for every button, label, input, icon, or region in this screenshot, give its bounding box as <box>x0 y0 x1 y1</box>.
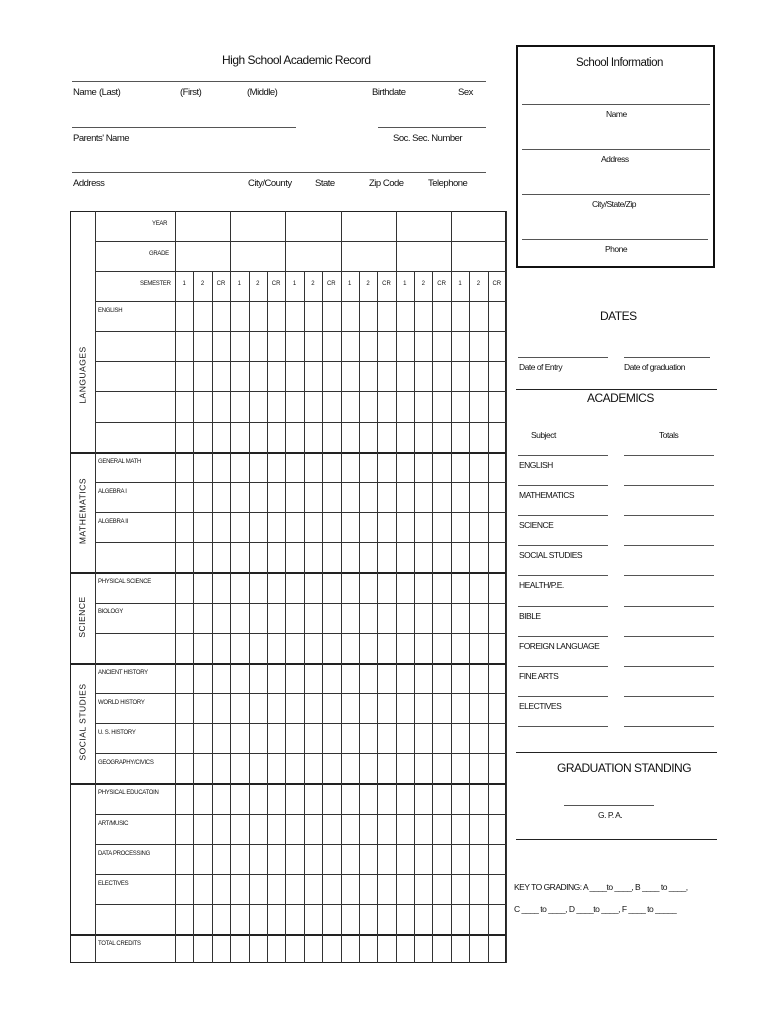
column-line <box>414 271 415 963</box>
course-row-label: ALGEBRA I <box>98 489 127 495</box>
category-divider <box>95 211 96 963</box>
row-line <box>95 844 506 845</box>
subject-line <box>518 726 608 727</box>
row-line <box>95 693 506 694</box>
totals-field[interactable] <box>624 606 714 607</box>
birthdate-label: Birthdate <box>372 87 406 98</box>
column-line <box>396 211 397 963</box>
semester-col-label: 1 <box>348 281 352 287</box>
row-line <box>95 633 506 634</box>
entry-date-label: Date of Entry <box>519 362 563 372</box>
graduation-title: GRADUATION STANDING <box>557 761 692 775</box>
group-separator <box>70 572 506 574</box>
ssn-label: Soc. Sec. Number <box>393 133 463 144</box>
totals-field[interactable] <box>624 636 714 637</box>
course-row-label: ALGEBRA II <box>98 519 129 525</box>
totals-field[interactable] <box>624 726 714 727</box>
semester-col-label: CR <box>437 281 446 287</box>
semester-label: SEMESTER <box>140 281 171 287</box>
academic-subject-label: MATHEMATICS <box>519 490 575 500</box>
column-line <box>304 271 305 963</box>
column-line <box>322 271 323 963</box>
header-row-line <box>95 271 506 272</box>
semester-col-label: 1 <box>237 281 242 287</box>
category-label-mathematics: MATHEMATICS <box>77 478 88 545</box>
row-line <box>95 753 506 754</box>
course-row-label: WORLD HISTORY <box>98 700 145 706</box>
course-row-label: ANCIENT HISTORY <box>98 670 148 676</box>
semester-col-label: 1 <box>182 281 186 287</box>
graduation-date-line[interactable] <box>624 357 710 358</box>
category-label-science: SCIENCE <box>77 595 88 638</box>
totals-field[interactable] <box>624 575 714 576</box>
academic-subject-label: SCIENCE <box>519 520 554 530</box>
row-line <box>95 391 506 392</box>
semester-col-label: 2 <box>421 281 425 287</box>
state-label: State <box>315 178 335 189</box>
entry-date-line[interactable] <box>518 357 608 358</box>
column-line <box>506 211 507 963</box>
grading-key-line2: C ____ to ____, D ____to ____, F ____ to _____ <box>514 904 677 914</box>
row-line <box>95 874 506 875</box>
academic-subject-label: ELECTIVES <box>519 701 562 711</box>
row-line <box>95 723 506 724</box>
totals-field[interactable] <box>624 666 714 667</box>
totals-header: Totals <box>659 430 679 440</box>
totals-field[interactable] <box>624 515 714 516</box>
subject-line <box>518 455 608 456</box>
column-line <box>469 271 470 963</box>
grading-divider <box>516 839 717 840</box>
semester-col-label: 2 <box>311 281 315 287</box>
school-info-title: School Information <box>576 57 663 69</box>
subject-line <box>518 696 608 697</box>
course-row-label: GENERAL MATH <box>98 459 142 465</box>
column-line <box>359 271 360 963</box>
semester-col-label: 2 <box>200 281 205 287</box>
column-line <box>488 271 489 963</box>
row-line <box>95 512 506 513</box>
zip-label: Zip Code <box>369 178 404 189</box>
phone-label: Telephone <box>428 178 468 189</box>
last-label: (Last) <box>99 87 121 98</box>
row-line <box>95 331 506 332</box>
course-row-label: GEOGRAPHY/CIVICS <box>98 760 154 766</box>
subject-line <box>518 666 608 667</box>
semester-col-label: CR <box>271 281 281 287</box>
page-title: High School Academic Record <box>222 53 371 67</box>
middle-label: (Middle) <box>247 87 278 98</box>
semester-col-label: CR <box>216 281 226 287</box>
header-row-line <box>95 241 506 242</box>
column-line <box>212 271 213 963</box>
semester-col-label: 2 <box>256 281 260 287</box>
course-row-label: ENGLISH <box>98 308 123 314</box>
school-phone-label: Phone <box>605 244 628 254</box>
subject-line <box>518 545 608 546</box>
row-line <box>95 542 506 543</box>
row-line <box>95 482 506 483</box>
row-line <box>95 422 506 423</box>
parents-label: Parents' Name <box>73 133 130 144</box>
group-separator <box>70 663 506 665</box>
academic-subject-label: BIBLE <box>519 611 541 621</box>
totals-field[interactable] <box>624 485 714 486</box>
column-line <box>377 271 378 963</box>
graduation-date-label: Date of graduation <box>624 362 685 372</box>
column-line <box>432 271 433 963</box>
row-line <box>95 603 506 604</box>
course-row-label: ART/MUSIC <box>98 821 129 827</box>
academic-subject-label: ENGLISH <box>519 460 553 470</box>
column-line <box>175 211 176 963</box>
semester-col-label: 1 <box>292 281 297 287</box>
column-line <box>230 211 231 963</box>
column-line <box>267 271 268 963</box>
subject-line <box>518 606 608 607</box>
name-label: Name <box>73 87 97 98</box>
course-row-label: PHYSICAL SCIENCE <box>98 579 151 585</box>
course-row-label: ELECTIVES <box>98 881 129 887</box>
group-separator <box>70 783 506 785</box>
subject-header: Subject <box>531 430 556 440</box>
row-line <box>95 814 506 815</box>
academic-subject-label: FINE ARTS <box>519 671 559 681</box>
course-row-label: PHYSICAL EDUCATOIN <box>98 790 159 796</box>
sex-label: Sex <box>458 87 473 98</box>
gpa-label: G. P. A. <box>598 810 623 820</box>
subject-line <box>518 485 608 486</box>
semester-col-label: 2 <box>366 281 370 287</box>
course-row-label: BIOLOGY <box>98 609 123 615</box>
grade-label: GRADE <box>149 251 169 257</box>
category-label-languages: LANGUAGES <box>77 346 88 405</box>
column-line <box>341 211 342 963</box>
grading-key-line1: KEY TO GRADING: A ____to ____, B ____ to ____, <box>514 882 688 892</box>
course-row-label: DATA PROCESSING <box>98 851 150 857</box>
graduation-divider <box>516 752 717 753</box>
semester-col-label: CR <box>492 281 502 287</box>
academics-divider <box>516 389 717 390</box>
academic-subject-label: HEALTH/P.E. <box>519 580 564 590</box>
gpa-line[interactable] <box>564 805 654 806</box>
row-line <box>95 904 506 905</box>
subject-line <box>518 636 608 637</box>
academic-subject-label: FOREIGN LANGUAGE <box>519 641 600 651</box>
subject-line <box>518 515 608 516</box>
address-label: Address <box>73 178 105 189</box>
school-city-label: City/State/Zip <box>592 199 637 209</box>
first-label: (First) <box>180 87 202 98</box>
row-line <box>95 361 506 362</box>
header-row-line <box>95 301 506 302</box>
group-separator <box>70 934 506 936</box>
semester-col-label: 2 <box>476 281 481 287</box>
academic-subject-label: SOCIAL STUDIES <box>519 550 583 560</box>
course-row-label: U. S. HISTORY <box>98 730 136 736</box>
column-line <box>249 271 250 963</box>
semester-col-label: 1 <box>458 281 462 287</box>
school-address-label: Address <box>601 154 629 164</box>
semester-col-label: CR <box>326 281 336 287</box>
course-row-label: TOTAL CREDITS <box>98 941 141 947</box>
dates-title: DATES <box>600 309 637 323</box>
city-label: City/County <box>248 178 292 189</box>
totals-field[interactable] <box>624 696 714 697</box>
totals-field[interactable] <box>624 545 714 546</box>
column-line <box>193 271 194 963</box>
year-label: YEAR <box>152 221 168 227</box>
category-label-social-studies: SOCIAL STUDIES <box>77 683 88 761</box>
group-separator <box>70 452 506 454</box>
subject-line <box>518 575 608 576</box>
school-name-label: Name <box>606 109 627 119</box>
semester-col-label: CR <box>382 281 391 287</box>
semester-col-label: 1 <box>403 281 407 287</box>
column-line <box>451 211 452 963</box>
academics-title: ACADEMICS <box>587 391 654 405</box>
totals-field[interactable] <box>624 455 714 456</box>
column-line <box>285 211 286 963</box>
